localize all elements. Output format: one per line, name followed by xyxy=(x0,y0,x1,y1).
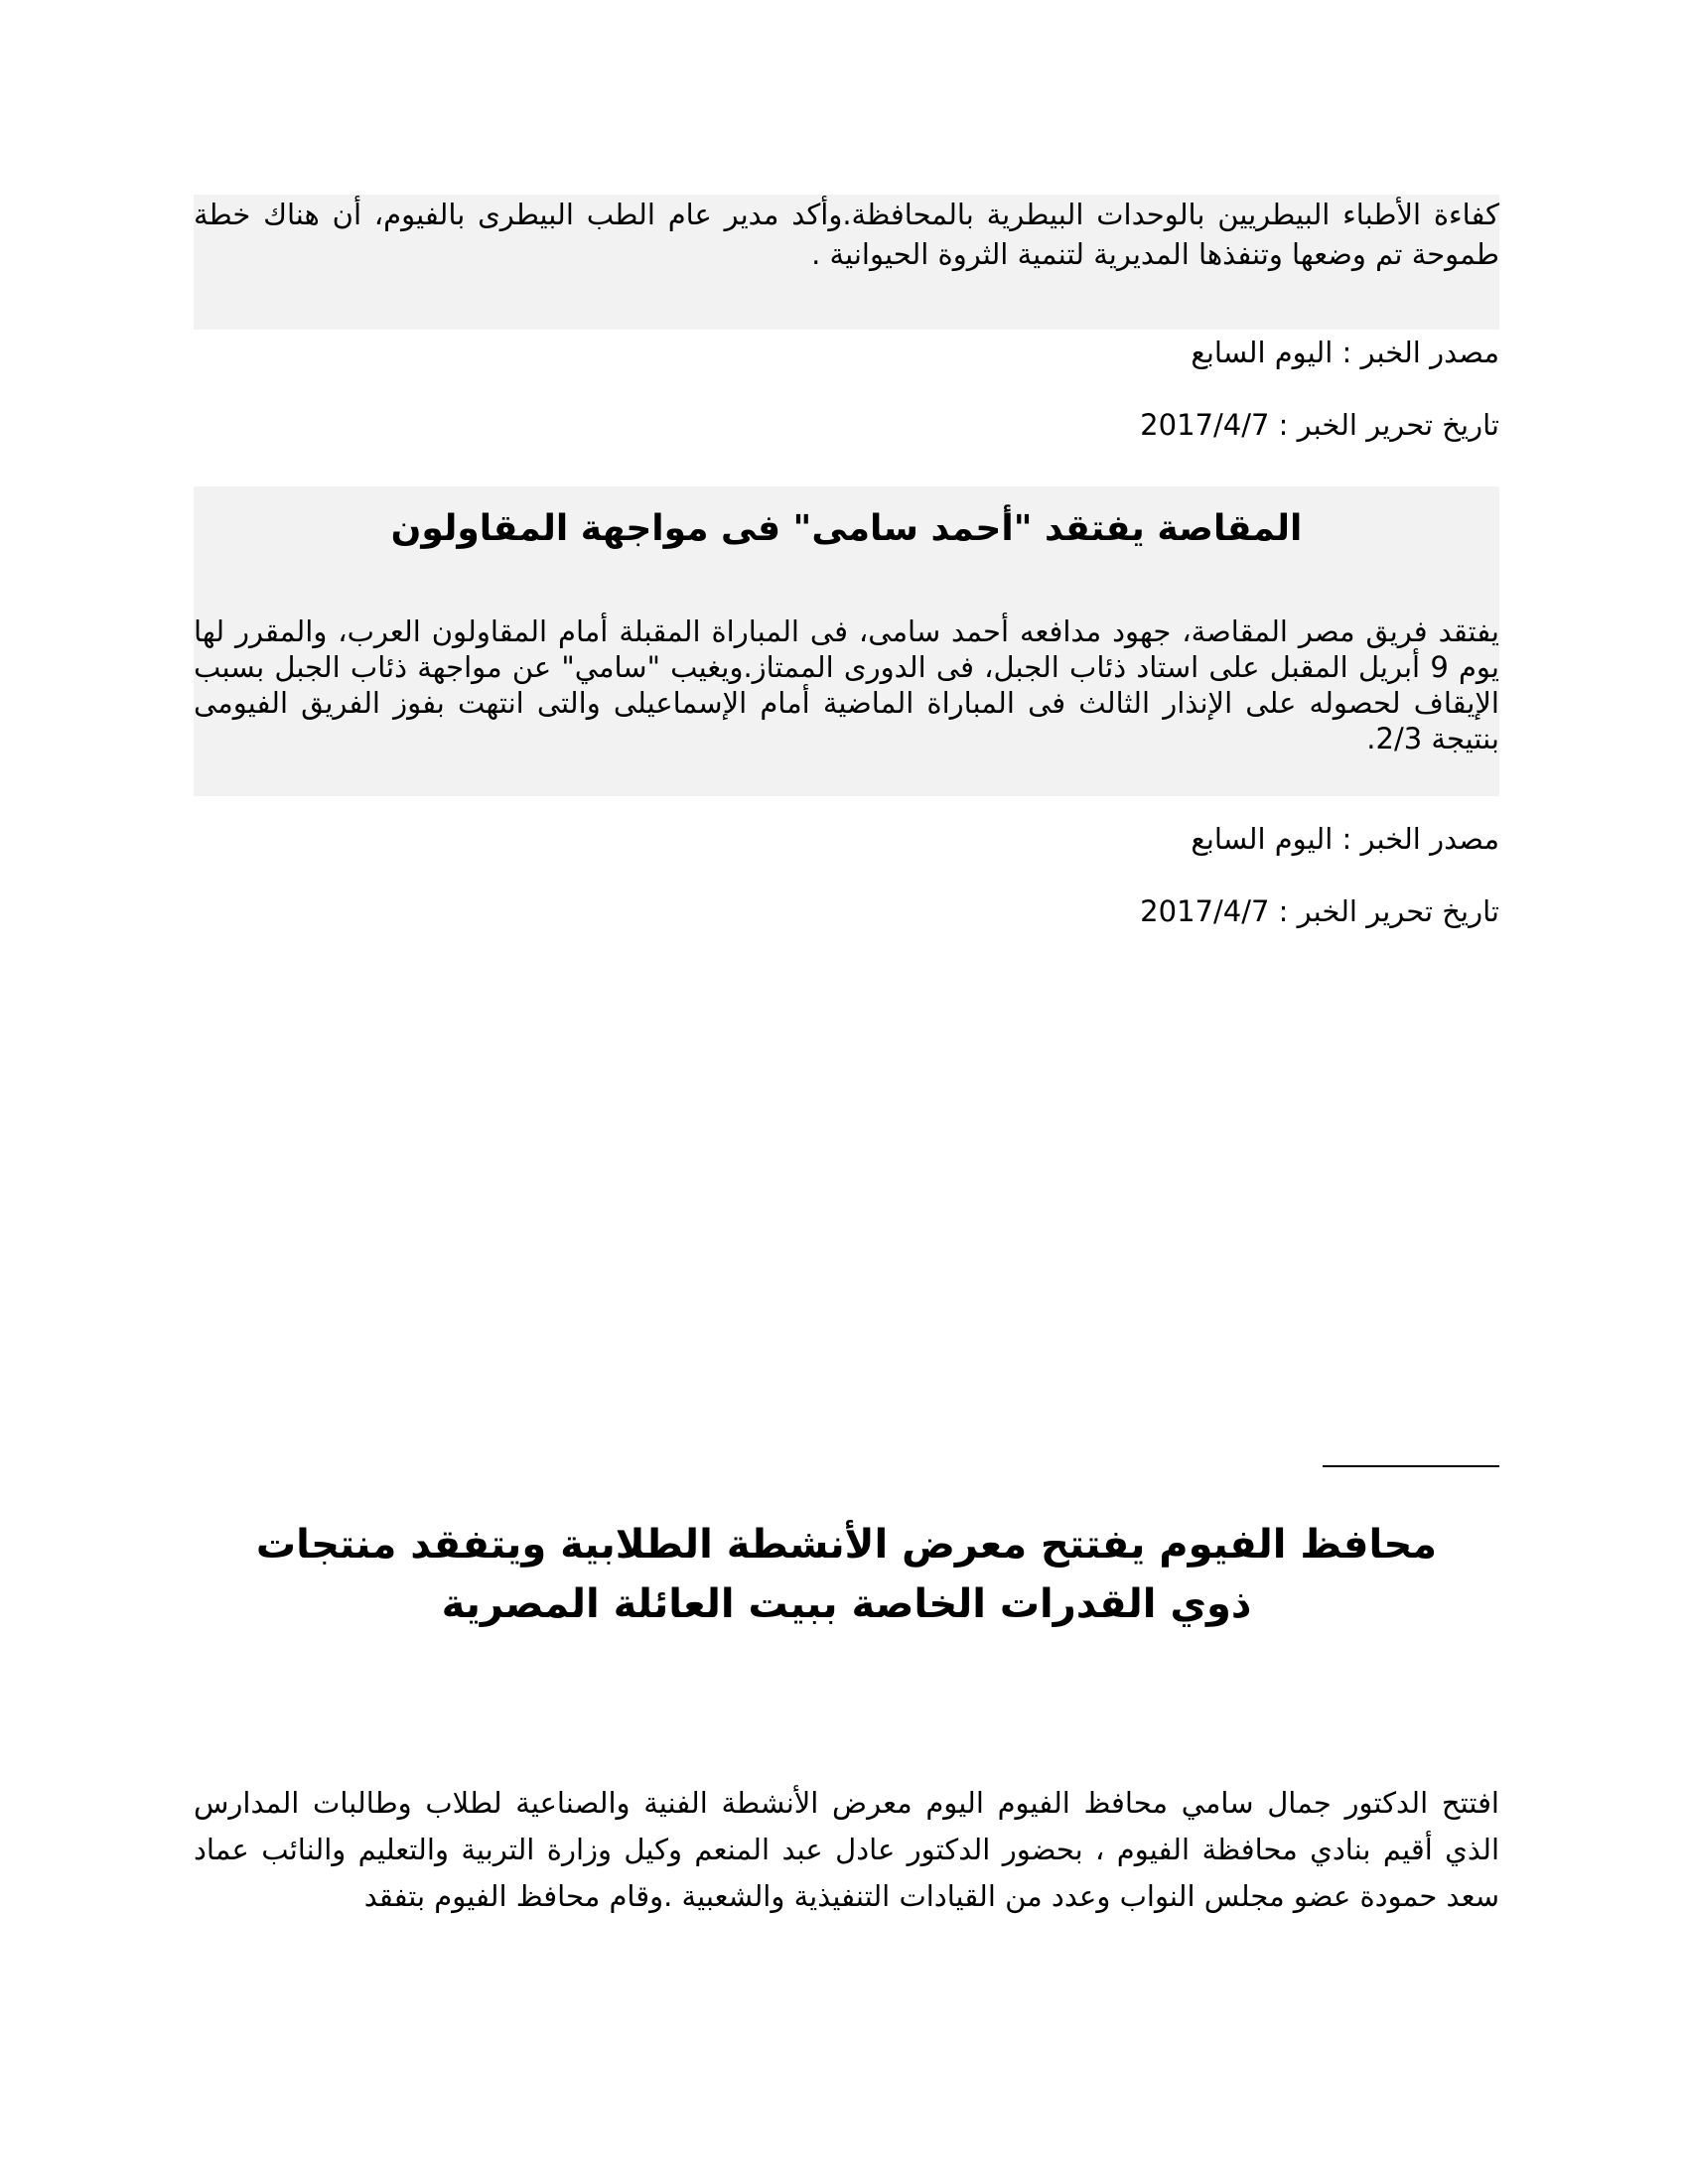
article2-box xyxy=(194,486,1499,796)
article2-date xyxy=(1140,893,1499,929)
article2-date-value: 2017/4/7 xyxy=(1140,894,1270,928)
article3-title: محافظ الفيوم يفتتح معرض الأنشطة الطلابية ويتفقد منتجات ذوي القدرات الخاصة ببيت العائلة المصرية xyxy=(255,1522,1438,1627)
article2-body: يفتقد فريق مصر المقاصة، جهود مدافعه أحمد سامى، فى المباراة المقبلة أمام المقاولون العرب، والمقرر لها يوم 9 أبريل المقبل على استاد ذئاب الجبل، فى الدورى الممتاز.ويغيب "سامي" عن مواجهة ذئاب الجبل بسبب الإيقاف لحصوله على الإنذار الثالث فى المباراة الماضية أمام الإسماعيلى والتى انتهت بفوز الفريق الفيومى بنتيجة 2/3. xyxy=(194,614,1499,755)
separator-rule xyxy=(1323,1465,1499,1467)
article1-date xyxy=(1140,407,1499,443)
article3-body-box xyxy=(194,1780,1499,1939)
article1-date-label: تاريخ تحرير الخبر : xyxy=(1269,408,1499,442)
article1-body-box xyxy=(194,195,1499,330)
article2-date-label: تاريخ تحرير الخبر : xyxy=(1269,894,1499,928)
article3-title-box xyxy=(194,1515,1499,1644)
article1-source: مصدر الخبر : اليوم السابع xyxy=(1191,336,1499,369)
article1-date-value: 2017/4/7 xyxy=(1140,408,1270,442)
article2-title: المقاصة يفتقد "أحمد سامى" فى مواجهة المقاولون xyxy=(390,508,1303,549)
document-page xyxy=(194,0,1499,2184)
article3-body: افتتح الدكتور جمال سامي محافظ الفيوم اليوم معرض الأنشطة الفنية والصناعية لطلاب وطالبات المدارس الذي أقيم بنادي محافظة الفيوم ، بحضور الدكتور عادل عبد المنعم وكيل وزارة التربية والتعليم والنائب عماد سعد حمودة عضو مجلس النواب وعدد من القيادات التنفيذية والشعبية .وقام محافظ الفيوم بتفقد xyxy=(194,1786,1499,1913)
article2-source: مصدر الخبر : اليوم السابع xyxy=(1191,822,1499,856)
article1-body: كفاءة الأطباء البيطريين بالوحدات البيطرية بالمحافظة.وأكد مدير عام الطب البيطرى بالفيوم، أن هناك خطة طموحة تم وضعها وتنفذها المديرية لتنمية الثروة الحيوانية . xyxy=(194,198,1499,271)
